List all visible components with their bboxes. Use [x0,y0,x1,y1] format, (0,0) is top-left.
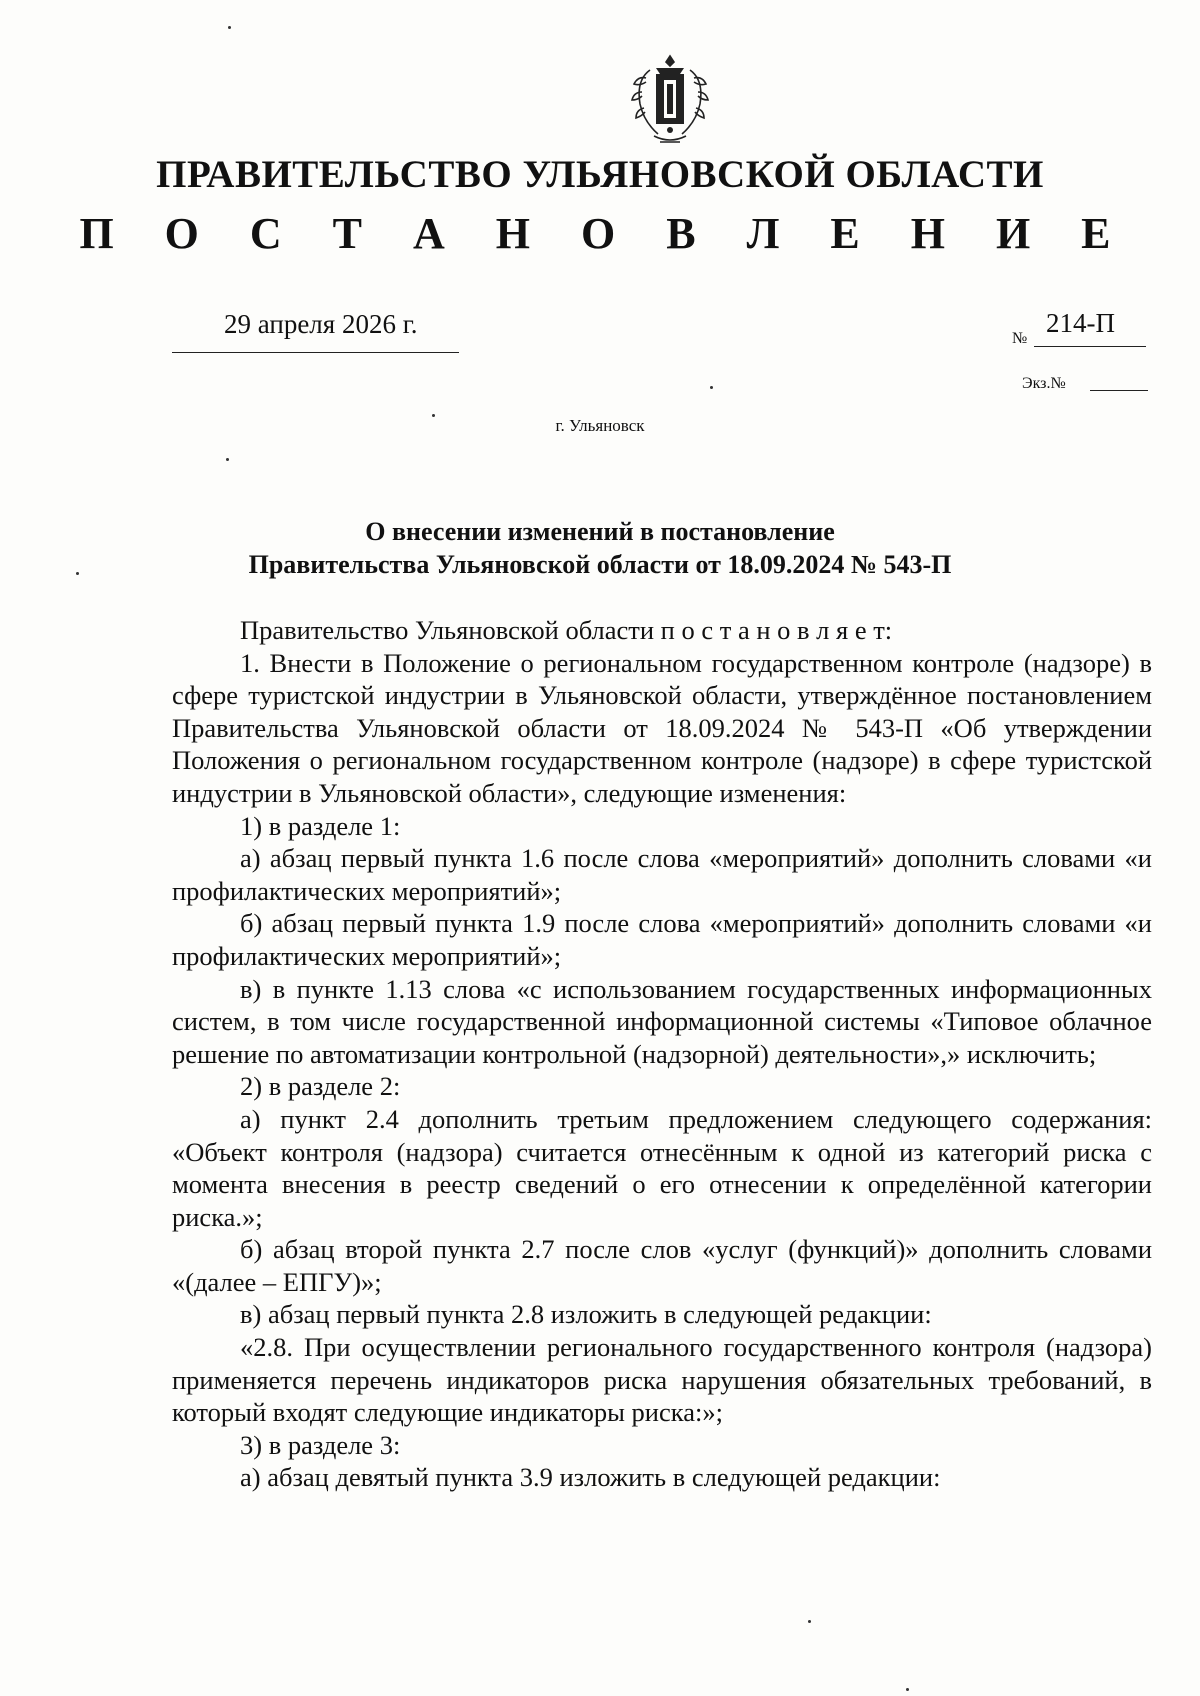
date-underline [172,352,459,353]
copy-number-mark: Экз.№ [1022,375,1066,392]
scan-speck [226,458,229,461]
scan-speck [228,26,231,29]
document-type: П О С Т А Н О В Л Е Н И Е [79,209,1131,258]
number-mark: № [1012,330,1028,347]
paragraph-1c: в) в пункте 1.13 слова «с использованием государственных информационных систем, в том числе государственной информационной системы «Типовое облачное решение по автоматизации контрольной (надзорной) деятельности»,» исключить; [172,973,1152,1069]
document-number: 214-П [1046,308,1115,338]
preamble [172,614,1152,647]
subject-line-1: О внесении изменений в постановление [365,517,835,546]
paragraph-section-1: 1) в разделе 1: [240,810,401,841]
government-title: ПРАВИТЕЛЬСТВО УЛЬЯНОВСКОЙ ОБЛАСТИ [156,153,1044,196]
scan-speck [710,386,713,389]
scan-speck [808,1620,811,1623]
paragraph-1b: б) абзац первый пункта 1.9 после слова «мероприятий» дополнить словами «и профилактических мероприятий»; [172,908,1152,971]
subject-line-2: Правительства Ульяновской области от 18.09.2024 № 543-П [248,550,952,579]
paragraph-2c: в) абзац первый пункта 2.8 изложить в следующей редакции: [240,1299,932,1330]
document-date: 29 апреля 2026 г. [224,309,418,339]
paragraph-section-3: 3) в разделе 3: [240,1429,401,1460]
scan-speck [432,414,435,417]
paragraph-2-8-text: «2.8. При осуществлении регионального государственного контроля (надзора) применяется перечень индикаторов риска нарушения обязательных требований, в который входят следующие индикаторы риска:»; [172,1332,1152,1428]
city: г. Ульяновск [555,416,645,435]
document-subject [0,515,1200,581]
scan-speck [906,1688,909,1691]
paragraph-1a: а) абзац первый пункта 1.6 после слова «мероприятий» дополнить словами «и профилактических мероприятий»; [172,843,1152,906]
preamble-verb: п о с т а н о в л я е т: [660,615,893,645]
preamble-text: Правительство Ульяновской области [240,615,661,645]
document-body [172,614,1152,1494]
paragraph-section-2: 2) в разделе 2: [240,1071,401,1102]
copy-number-underline [1090,390,1148,391]
paragraph-1: 1. Внести в Положение о региональном государственном контроле (надзоре) в сфере туристской индустрии в Ульяновской области, утверждённое постановлением Правительства Ульяновской области от 18.09.2024 № 543-П «Об утверждении Положения о региональном государственном контроле (надзоре) в сфере туристской индустрии в Ульяновской области», следующие изменения: [172,647,1152,808]
scan-speck [76,572,79,575]
paragraph-2a: а) пункт 2.4 дополнить третьим предложением следующего содержания: «Объект контроля (надзора) считается отнесённым к одной из категорий риска с момента внесения в реестр сведений о его отнесении к определённой категории риска.»; [172,1103,1152,1232]
paragraph-3a: а) абзац девятый пункта 3.9 изложить в следующей редакции: [240,1462,941,1493]
paragraph-2b: б) абзац второй пункта 2.7 после слов «услуг (функций)» дополнить словами «(далее – ЕПГУ)»; [172,1234,1152,1297]
coat-of-arms-icon [620,52,720,148]
number-underline [1034,346,1146,347]
